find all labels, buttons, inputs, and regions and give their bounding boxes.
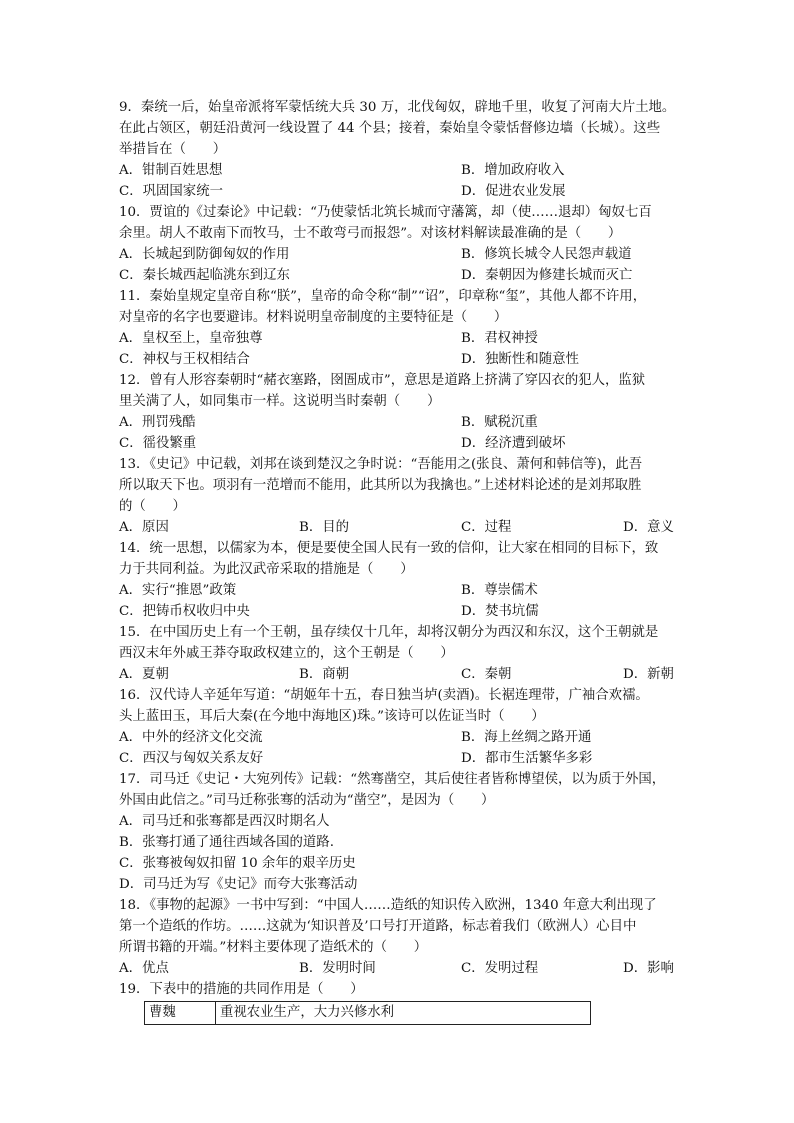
question-stem-line: 9．秦统一后，始皇帝派将军蒙恬统大兵 30 万，北伐匈奴，辟地千里，收复了河南大片土地。 bbox=[119, 100, 676, 115]
option-b: B．发明时间 bbox=[299, 961, 376, 976]
question-10 bbox=[119, 202, 677, 286]
option-b: B．商朝 bbox=[299, 667, 350, 682]
option-c: C．张骞被匈奴扣留 10 余年的艰辛历史 bbox=[119, 856, 356, 871]
option-b: B．赋税沉重 bbox=[461, 415, 538, 430]
option-c: C．发明过程 bbox=[461, 961, 539, 976]
option-d: D．新朝 bbox=[623, 667, 674, 682]
option-b: B．君权神授 bbox=[461, 331, 538, 346]
option-a: A．中外的经济文化交流 bbox=[119, 730, 263, 745]
option-a: A．刑罚残酷 bbox=[119, 415, 196, 430]
exam-page bbox=[119, 97, 677, 1025]
table-row bbox=[145, 1002, 591, 1025]
question-13 bbox=[119, 454, 677, 538]
question-stem-line: 12．曾有人形容秦朝时“赭衣塞路，囹圄成市”，意思是道路上挤满了穿囚衣的犯人，监狱 bbox=[119, 373, 646, 388]
question-stem-line: 所谓书籍的开端。”材料主要体现了造纸术的（ ） bbox=[119, 940, 428, 955]
option-a: A．钳制百姓思想 bbox=[119, 163, 223, 178]
question-17 bbox=[119, 769, 677, 895]
question-19 bbox=[119, 979, 677, 1025]
option-c: C．巩固国家统一 bbox=[119, 184, 223, 199]
option-d: D．焚书坑儒 bbox=[461, 604, 539, 619]
option-c: C．秦朝 bbox=[461, 667, 512, 682]
option-d: D．影响 bbox=[623, 961, 674, 976]
question-stem-line: 15．在中国历史上有一个王朝，虽存续仅十几年，却将汉朝分为西汉和东汉，这个王朝就是 bbox=[119, 625, 659, 640]
option-b: B．尊崇儒术 bbox=[461, 583, 538, 598]
question-stem-line: 的（ ） bbox=[119, 499, 186, 514]
question-stem-line: 13．《史记》中记载，刘邦在谈到楚汉之争时说：“吾能用之(张良、萧何和韩信等)，此吾 bbox=[119, 457, 643, 472]
question-stem-line: 19．下表中的措施的共同作用是（ ） bbox=[119, 982, 364, 997]
option-d: D．都市生活繁华多彩 bbox=[461, 751, 593, 766]
question-stem-line: 西汉末年外戚王莽夺取政权建立的，这个王朝是（ ） bbox=[119, 646, 454, 661]
question-stem-line: 11．秦始皇规定皇帝自称“朕”，皇帝的命令称“制”“诏”，印章称“玺”，其他人都不许用， bbox=[119, 289, 647, 304]
option-a: A．夏朝 bbox=[119, 667, 169, 682]
option-d: D．独断性和随意性 bbox=[461, 352, 579, 367]
question-9 bbox=[119, 97, 677, 202]
question-stem-line: 17．司马迁《史记・大宛列传》记载：“然骞凿空，其后使往者皆称博望侯，以为质于外国， bbox=[119, 772, 666, 787]
question-stem-line: 在此占领区，朝廷沿黄河一线设置了 44 个县；接着，秦始皇令蒙恬督修边墙（长城）。这些 bbox=[119, 121, 661, 136]
option-c: C．徭役繁重 bbox=[119, 436, 197, 451]
option-d: D．意义 bbox=[623, 520, 674, 535]
option-c: C．过程 bbox=[461, 520, 512, 535]
question-stem-line: 对皇帝的名字也要避讳。材料说明皇帝制度的主要特征是（ ） bbox=[119, 310, 508, 325]
option-a: A．司马迁和张骞都是西汉时期名人 bbox=[119, 814, 330, 829]
question-15 bbox=[119, 622, 677, 685]
question-stem-line: 18．《事物的起源》一书中写到：“中国人……造纸的知识传入欧洲，1340 年意大利出现了 bbox=[119, 898, 657, 913]
question-stem-line: 10．贾谊的《过秦论》中记载：“乃使蒙恬北筑长城而守藩篱，却（使……退却）匈奴七百 bbox=[119, 205, 652, 220]
question-stem-line: 外国由此信之。”司马迁称张骞的活动为“凿空”，是因为（ ） bbox=[119, 793, 495, 808]
question-11 bbox=[119, 286, 677, 370]
option-b: B．海上丝绸之路开通 bbox=[461, 730, 592, 745]
option-c: C．把铸币权收归中央 bbox=[119, 604, 250, 619]
question-stem-line: 力于共同利益。为此汉武帝采取的措施是（ ） bbox=[119, 562, 414, 577]
table-cell: 曹魏 bbox=[145, 1002, 216, 1025]
measures-table bbox=[144, 1001, 591, 1025]
question-stem-line: 头上蓝田玉，耳后大秦(在今地中海地区)珠。”该诗可以佐证当时（ ） bbox=[119, 709, 545, 724]
table-cell: 重视农业生产，大力兴修水利 bbox=[216, 1002, 591, 1025]
option-c: C．秦长城西起临洮东到辽东 bbox=[119, 268, 290, 283]
option-b: B．目的 bbox=[299, 520, 350, 535]
question-stem-line: 16．汉代诗人辛延年写道：“胡姬年十五，春日独当垆(卖酒)。长裾连理带，广袖合欢襦。 bbox=[119, 688, 649, 703]
option-c: C．西汉与匈奴关系友好 bbox=[119, 751, 264, 766]
option-a: A．原因 bbox=[119, 520, 169, 535]
option-d: D．促进农业发展 bbox=[461, 184, 566, 199]
question-stem-line: 余里。胡人不敢南下而牧马，士不敢弯弓而报怨”。对该材料解读最准确的是（ ） bbox=[119, 226, 622, 241]
option-a: A．长城起到防御匈奴的作用 bbox=[119, 247, 290, 262]
option-a: A．皇权至上，皇帝独尊 bbox=[119, 331, 263, 346]
option-c: C．神权与王权相结合 bbox=[119, 352, 250, 367]
question-18 bbox=[119, 895, 677, 979]
option-d: D．司马迁为写《史记》而夸大张骞活动 bbox=[119, 877, 358, 892]
question-stem-line: 第一个造纸的作坊。……这就为‘知识普及’口号打开道路，标志着我们（欧洲人）心目中 bbox=[119, 919, 637, 934]
question-stem-line: 举措旨在（ ） bbox=[119, 142, 227, 157]
option-b: B．修筑长城令人民怨声载道 bbox=[461, 247, 632, 262]
option-a: A．实行“推恩”政策 bbox=[119, 583, 237, 598]
option-b: B．增加政府收入 bbox=[461, 163, 565, 178]
option-d: D．经济遭到破坏 bbox=[461, 436, 566, 451]
question-stem-line: 14．统一思想，以儒家为本，便是要使全国人民有一致的信仰，让大家在相同的目标下，致 bbox=[119, 541, 659, 556]
question-stem-line: 所以取天下也。项羽有一范增而不能用，此其所以为我擒也。”上述材料论述的是刘邦取胜 bbox=[119, 478, 642, 493]
question-14 bbox=[119, 538, 677, 622]
question-12 bbox=[119, 370, 677, 454]
question-16 bbox=[119, 685, 677, 769]
option-d: D．秦朝因为修建长城而灭亡 bbox=[461, 268, 633, 283]
option-a: A．优点 bbox=[119, 961, 169, 976]
question-stem-line: 里关满了人，如同集市一样。这说明当时秦朝（ ） bbox=[119, 394, 441, 409]
option-b: B．张骞打通了通往西域各国的道路. bbox=[119, 835, 334, 850]
